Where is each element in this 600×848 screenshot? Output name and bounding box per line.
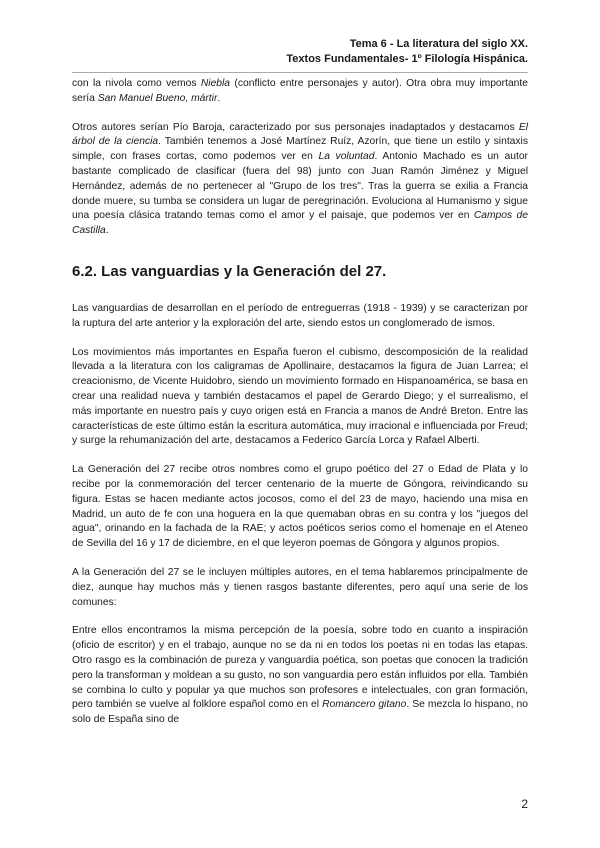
page-header — [286, 37, 528, 67]
page-number: 2 — [521, 797, 528, 811]
paragraph-generacion-27: La Generación del 27 recibe otros nombres como el grupo poético del 27 o Edad de Plata y lo recibe por la conmemoración del tercer centenario de la muerte de Góngora, reivindicando su figura. Estas se hacen mediante actos jocosos, como el del 23 de mayo, haciendo una misa en Madrid, un auto de fe con una hoguera en la que quemaban obras en su contra y los "juegos del agua", orinando en la fachada de la RAE; y actos poéticos serios como el homenaje en el Ateneo de Sevilla del 16 y 17 de diciembre, en el que leyeron poemas de Góngora y algunos propios. — [72, 464, 528, 550]
book-title: El árbol de la ciencia — [72, 121, 528, 148]
document-body — [72, 77, 528, 742]
header-title-line: Tema 6 - La literatura del siglo XX. — [349, 38, 528, 50]
book-title: Campos de Castilla — [72, 210, 528, 237]
paragraph-movimientos: Los movimientos más importantes en España fueron el cubismo, descomposición de la realidad llevada a la literatura con los caligramas de Apollinaire, destacamos la figura de Juan Larrea; el creacionismo, de Vicente Huidobro, siendo un movimiento formado en Hispanoamérica, se basa en crear una realidad nueva y también destacamos el papel de Gerardo Diego; y el surrealismo, el más importante en nuestro país y cuyo origen está en Francia a manos de André Breton. Entre las características de este último están la escritura automática, muy irracional e influenciada por Freud; y surge la rehumanización del arte, destacamos a Federico García Lorca y Rafael Alberti. — [72, 346, 528, 447]
paragraph-autores: A la Generación del 27 se le incluyen múltiples autores, en el tema hablaremos principalmente de diez, aunque hay muchos más y tienen rasgos bastante diferentes, pero aquí una serie de los comunes: — [72, 566, 528, 608]
paragraph-vanguardias: Las vanguardias de desarrollan en el período de entreguerras (1918 - 1939) y se caracterizan por la ruptura del arte anterior y la exploración del arte, siendo estos un conglomerado de ismos. — [72, 302, 528, 329]
section-heading: 6.2. Las vanguardias y la Generación del 27. — [72, 262, 387, 280]
book-title: Niebla — [200, 78, 231, 89]
book-title: San Manuel Bueno, mártir — [97, 92, 218, 104]
header-subtitle-line: Textos Fundamentales- 1º Filología Hispánica. — [286, 53, 528, 65]
book-title: Romancero gitano — [322, 699, 407, 711]
paragraph-other-authors: Otros autores serían Pío Baroja, caracterizado por sus personajes inadaptados y destacamos El árbol de la ciencia. También tenemos a José Martínez Ruíz, Azorín, que tiene un estilo y sintaxis simple, con frases cortas, como podemos ver en La voluntad. Antonio Machado es un autor bastante complicado de clasificar (fuera del 98) junto con Juan Ramón Jiménez y Miguel Hernández, además de no pertenecer al "Grupo de los tres". Tras la guerra se exilia a Francia donde muere, su tumba se considera un lugar de peregrinación. Evoluciona al Humanismo y sigue una poesía clásica tratando temas como el amor y el paisaje, que podemos ver en Campos de Castilla. — [72, 121, 528, 237]
paragraph-unamuno: con la nivola como vemos Niebla (conflicto entre personajes y autor). Otra obra muy importante sería San Manuel Bueno, mártir. — [72, 78, 528, 104]
header-divider — [72, 72, 528, 73]
paragraph-rasgos: Entre ellos encontramos la misma percepción de la poesía, sobre todo en cuanto a inspiración (oficio de escritor) y en el trabajo, aunque no se da ni en todos los poetas ni en todas las etapas. Otro rasgo es la combinación de pureza y vanguardia poética, son poetas que conocen la tradición pero la transforman y moldean a su gusto, no son vanguardia pero están influidos por ella. También se combina lo culto y popular ya que muchos son profesores e intelectuales, con gran formación, pero también se vuelve al folklore español como en el Romancero gitano. Se mezcla lo hispano, no solo de España sino de — [72, 625, 528, 726]
book-title: La voluntad — [318, 151, 375, 163]
